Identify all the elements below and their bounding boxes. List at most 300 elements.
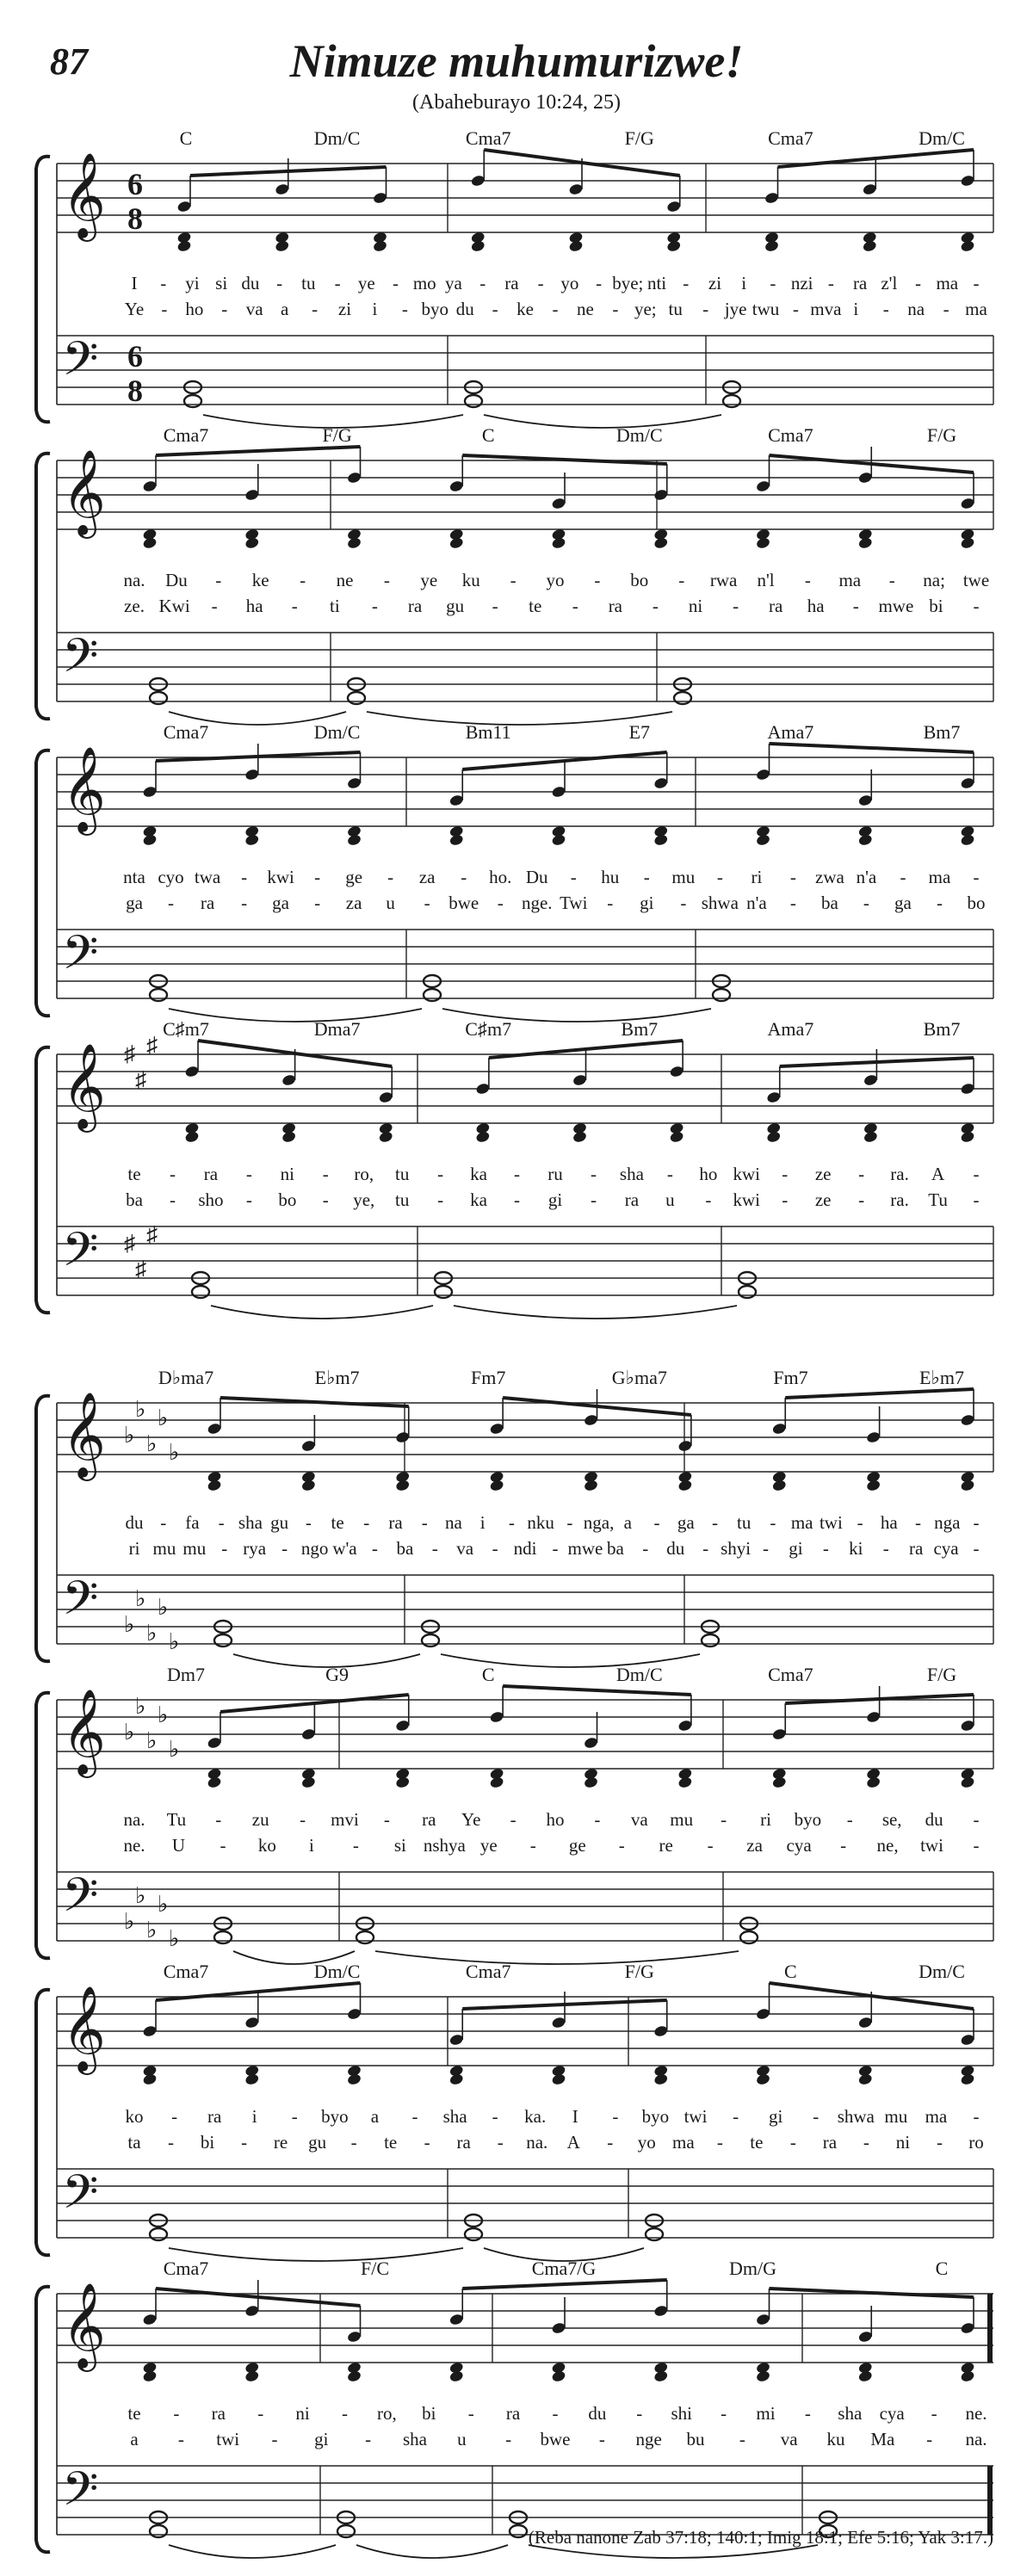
- chord-symbol: Cma7: [163, 2258, 209, 2279]
- lyric-syllable: ga: [894, 893, 912, 913]
- lyric-syllable: nga: [934, 1512, 961, 1533]
- lyric-syllable: -: [598, 2429, 605, 2449]
- bass-note: [337, 2525, 355, 2537]
- chord-symbol: Cma7: [163, 1961, 209, 1982]
- harmony-note: [373, 239, 388, 252]
- lyric-syllable: -: [707, 1835, 714, 1856]
- sharp-icon: ♯: [124, 1231, 135, 1256]
- flat-icon: ♭: [146, 1621, 158, 1646]
- lyric-syllable: ge: [568, 1835, 586, 1856]
- flat-icon: ♭: [169, 1629, 180, 1654]
- harmony-note: [142, 833, 158, 846]
- lyric-syllable: -: [570, 867, 577, 887]
- lyric-syllable: -: [652, 596, 659, 616]
- lyric-syllable: -: [705, 1189, 712, 1210]
- lyric-syllable: -: [782, 1189, 789, 1210]
- lyric-syllable: ha: [245, 596, 263, 616]
- lyric-syllable: -: [508, 1512, 515, 1533]
- lyric-syllable: -: [840, 1835, 847, 1856]
- lyric-syllable: -: [537, 273, 544, 293]
- lyric-syllable: -: [241, 867, 248, 887]
- lyric-syllable: -: [291, 2106, 298, 2127]
- chord-symbol: D♭ma7: [158, 1367, 214, 1388]
- lyric-syllable: bo: [278, 1189, 297, 1210]
- lyric-syllable: ye: [420, 570, 438, 590]
- lyric-syllable: sha: [238, 1512, 263, 1533]
- chord-symbol: Bm7: [621, 1018, 659, 1040]
- lyric-syllable: bu: [686, 2429, 705, 2449]
- bass-clef-icon: 𝄢: [62, 2464, 99, 2527]
- treble-clef-icon: 𝄞: [62, 2284, 106, 2367]
- lyric-syllable: -: [352, 1835, 359, 1856]
- harmony-note: [207, 1479, 222, 1492]
- tie: [484, 415, 721, 428]
- harmony-note: [960, 1130, 975, 1143]
- harmony-note: [142, 2073, 158, 2085]
- lyric-syllable: -: [271, 2429, 278, 2449]
- lyric-syllable: ra: [822, 2132, 838, 2153]
- chord-symbol: Cma7: [163, 721, 209, 743]
- harmony-note: [866, 1479, 881, 1492]
- lyric-syllable: ra: [456, 2132, 471, 2153]
- lyric-syllable: -: [492, 299, 498, 319]
- harmony-note: [470, 239, 486, 252]
- lyric-syllable: ma: [671, 2132, 695, 2153]
- bass-note: [465, 2228, 482, 2240]
- chord-symbol: C: [784, 1961, 797, 1982]
- lyric-syllable: -: [365, 2429, 372, 2449]
- harmony-note: [584, 1479, 599, 1492]
- harmony-note: [551, 833, 566, 846]
- lyric-syllable: -: [653, 1512, 660, 1533]
- lyric-syllable: w'a: [332, 1538, 357, 1559]
- lyric-syllable: ni: [895, 2132, 911, 2153]
- lyric-syllable: -: [387, 867, 394, 887]
- system-bracket: [36, 1990, 50, 2255]
- treble-clef-icon: 𝄞: [62, 748, 106, 831]
- lyric-syllable: ke: [251, 570, 269, 590]
- lyric-syllable: -: [169, 1164, 176, 1184]
- lyric-syllable: -: [552, 299, 559, 319]
- lyric-syllable: shyi: [721, 1538, 752, 1559]
- lyric-syllable: -: [763, 1538, 769, 1559]
- lyric-syllable: -: [322, 1164, 329, 1184]
- note-beam: [462, 455, 667, 464]
- lyric-syllable: rwa: [709, 570, 738, 590]
- lyric-syllable: -: [636, 2403, 643, 2424]
- lyric-syllable: a: [370, 2106, 380, 2127]
- lyric-syllable: -: [492, 2106, 498, 2127]
- bass-note: [702, 1634, 719, 1646]
- lyric-syllable: gi: [314, 2429, 329, 2449]
- lyric-syllable: nge: [635, 2429, 662, 2449]
- lyric-syllable: twu: [752, 299, 780, 319]
- bass-clef-icon: 𝄢: [62, 1573, 99, 1636]
- lyric-syllable: ha: [880, 1512, 898, 1533]
- lyric-syllable: ba: [606, 1538, 624, 1559]
- harmony-note: [857, 833, 873, 846]
- treble-clef-icon: 𝄞: [62, 1690, 106, 1773]
- lyric-syllable: -: [678, 570, 685, 590]
- lyric-syllable: yo: [637, 2132, 656, 2153]
- lyric-syllable: va: [780, 2429, 798, 2449]
- lyric-syllable: gu: [308, 2132, 327, 2153]
- bass-note: [150, 989, 167, 1001]
- lyric-syllable: bo: [630, 570, 649, 590]
- harmony-note: [756, 833, 771, 846]
- sharp-icon: ♯: [146, 1033, 158, 1058]
- lyric-syllable: ye;: [634, 299, 657, 319]
- lyric-syllable: -: [371, 1538, 378, 1559]
- lyric-syllable: mu: [152, 1538, 176, 1559]
- lyric-syllable: ma: [838, 570, 862, 590]
- lyric-syllable: -: [424, 893, 430, 913]
- harmony-note: [857, 2073, 873, 2085]
- lyric-syllable: du: [666, 1538, 685, 1559]
- lyric-syllable: twi: [684, 2106, 708, 2127]
- lyric-syllable: ni: [688, 596, 703, 616]
- chord-symbol: Dm/C: [313, 127, 361, 149]
- lyric-syllable: -: [594, 1809, 601, 1830]
- lyric-syllable: -: [211, 596, 218, 616]
- harmony-note: [347, 2073, 362, 2085]
- lyric-syllable: mo: [412, 273, 436, 293]
- harmony-note: [207, 1776, 222, 1788]
- lyric-syllable: -: [683, 273, 690, 293]
- lyric-syllable: ra: [504, 273, 519, 293]
- lyric-syllable: tu: [395, 1189, 410, 1210]
- lyric-syllable: -: [572, 596, 578, 616]
- flat-icon: ♭: [158, 1892, 169, 1917]
- lyric-syllable: -: [257, 2403, 264, 2424]
- lyric-syllable: ro: [968, 2132, 984, 2153]
- lyric-syllable: -: [221, 1538, 228, 1559]
- system-bracket: [36, 1693, 50, 1958]
- chord-symbol: Dm/G: [729, 2258, 776, 2279]
- lyric-syllable: -: [858, 1189, 865, 1210]
- harmony-note: [244, 2073, 260, 2085]
- lyric-syllable: te: [384, 2132, 398, 2153]
- lyric-syllable: -: [437, 1189, 444, 1210]
- time-signature-top: 6: [127, 339, 143, 374]
- lyric-syllable: ma: [790, 1512, 813, 1533]
- bass-clef-icon: 𝄢: [62, 928, 99, 991]
- flat-icon: ♭: [135, 1883, 146, 1908]
- bass-note: [150, 2228, 167, 2240]
- lyric-syllable: ge: [345, 867, 363, 887]
- lyric-syllable: na.: [526, 2132, 548, 2153]
- lyric-syllable: ti: [330, 596, 340, 616]
- chord-symbol: Dma7: [313, 1018, 361, 1040]
- lyric-syllable: ga: [126, 893, 143, 913]
- lyric-syllable: fa: [185, 1512, 200, 1533]
- lyric-syllable: a: [623, 1512, 632, 1533]
- lyric-syllable: nta: [123, 867, 145, 887]
- lyric-syllable: byo: [641, 2106, 670, 2127]
- lyric-syllable: twa: [194, 867, 221, 887]
- lyric-syllable: ra: [200, 893, 215, 913]
- lyric-syllable: byo: [794, 1809, 822, 1830]
- harmony-note: [771, 1479, 787, 1492]
- sharp-icon: ♯: [135, 1067, 146, 1092]
- lyric-syllable: ye: [479, 1835, 498, 1856]
- chord-symbol: Fm7: [471, 1367, 506, 1388]
- lyric-syllable: -: [882, 299, 889, 319]
- flat-icon: ♭: [158, 1595, 169, 1620]
- harmony-note: [960, 2369, 975, 2382]
- note-beam: [462, 2280, 667, 2289]
- lyric-syllable: ke: [516, 299, 534, 319]
- lyric-syllable: -: [915, 1512, 922, 1533]
- harmony-note: [653, 2073, 669, 2085]
- lyric-syllable: -: [291, 596, 298, 616]
- lyric-syllable: gi: [789, 1538, 803, 1559]
- harmony-note: [395, 1776, 411, 1788]
- flat-icon: ♭: [124, 1909, 135, 1934]
- chord-symbol: G9: [325, 1664, 349, 1685]
- chord-symbol: E♭m7: [314, 1367, 360, 1388]
- treble-clef-icon: 𝄞: [62, 1987, 106, 2070]
- scripture-reference: (Abaheburayo 10:24, 25): [412, 91, 621, 114]
- lyric-syllable: zwa: [815, 867, 844, 887]
- lyric-syllable: -: [168, 2132, 175, 2153]
- lyric-syllable: na: [445, 1512, 462, 1533]
- harmony-note: [176, 239, 192, 252]
- lyric-syllable: ri: [751, 867, 763, 887]
- bass-clef-icon: 𝄢: [62, 1870, 99, 1933]
- lyric-syllable: -: [314, 867, 321, 887]
- sharp-icon: ♯: [135, 1257, 146, 1282]
- lyric-syllable: ra: [203, 1164, 219, 1184]
- lyric-syllable: tu: [301, 273, 316, 293]
- lyric-syllable: i: [853, 299, 859, 319]
- tie: [367, 712, 672, 725]
- harmony-note: [857, 536, 873, 549]
- lyric-syllable: ye,: [353, 1189, 375, 1210]
- lyric-syllable: ro,: [377, 2403, 397, 2424]
- lyric-syllable: -: [973, 1835, 980, 1856]
- bass-note: [184, 395, 201, 407]
- lyric-syllable: ku: [461, 570, 480, 590]
- bass-note: [214, 1634, 232, 1646]
- lyric-syllable: -: [721, 1809, 727, 1830]
- lyric-syllable: -: [680, 893, 687, 913]
- lyric-syllable: cya: [879, 2403, 905, 2424]
- lyric-syllable: -: [702, 299, 709, 319]
- lyric-syllable: A: [566, 2132, 580, 2153]
- lyric-syllable: za: [418, 867, 436, 887]
- chord-symbol: Bm7: [923, 1018, 961, 1040]
- lyric-syllable: ndi: [513, 1538, 537, 1559]
- lyric-syllable: ka: [470, 1189, 488, 1210]
- sharp-icon: ♯: [124, 1041, 135, 1066]
- lyric-syllable: hu: [601, 867, 620, 887]
- lyric-syllable: mva: [810, 299, 842, 319]
- lyric-syllable: va: [245, 299, 263, 319]
- lyric-syllable: shwa: [837, 2106, 875, 2127]
- lyric-syllable: bi: [929, 596, 943, 616]
- chord-symbol: E7: [628, 721, 651, 743]
- lyric-syllable: U: [171, 1835, 186, 1856]
- harmony-note: [756, 2073, 771, 2085]
- lyric-syllable: kwi: [733, 1164, 761, 1184]
- lyric-syllable: ne: [577, 299, 594, 319]
- lyric-syllable: -: [566, 1512, 573, 1533]
- harmony-note: [669, 1130, 684, 1143]
- chord-symbol: C♯m7: [163, 1018, 209, 1040]
- harmony-note: [300, 1479, 316, 1492]
- lyric-syllable: ni: [280, 1164, 294, 1184]
- harmony-note: [448, 2073, 464, 2085]
- lyric-syllable: byo: [421, 299, 449, 319]
- lyric-syllable: ye: [357, 273, 375, 293]
- lyric-syllable: va: [630, 1809, 648, 1830]
- chord-symbol: C♯m7: [465, 1018, 512, 1040]
- lyric-syllable: -: [300, 1809, 306, 1830]
- lyric-syllable: A: [931, 1164, 945, 1184]
- lyric-syllable: Ma: [870, 2429, 895, 2449]
- lyric-syllable: twi: [819, 1512, 843, 1533]
- lyric-syllable: ka: [470, 1164, 488, 1184]
- lyric-syllable: te: [127, 1164, 141, 1184]
- lyric-syllable: -: [492, 1538, 498, 1559]
- lyric-syllable: rya: [243, 1538, 267, 1559]
- lyric-syllable: ri: [760, 1809, 771, 1830]
- lyric-syllable: du: [455, 299, 474, 319]
- lyric-syllable: sho: [198, 1189, 224, 1210]
- bass-note: [646, 2228, 663, 2240]
- lyric-syllable: -: [770, 1512, 776, 1533]
- lyric-syllable: tu: [395, 1164, 410, 1184]
- harmony-note: [184, 1130, 200, 1143]
- flat-icon: ♭: [135, 1694, 146, 1719]
- tie: [169, 2248, 463, 2261]
- chord-symbol: E♭m7: [919, 1367, 964, 1388]
- flat-icon: ♭: [158, 1702, 169, 1727]
- chord-symbol: C: [481, 1664, 495, 1685]
- lyric-syllable: -: [461, 867, 467, 887]
- footer-references: (Reba nanone Zab 37:18; 140:1; Imig 18:1; Efe 5:16; Yak 3:17.): [528, 2527, 993, 2548]
- lyric-syllable: -: [514, 1189, 521, 1210]
- lyric-syllable: re: [659, 1835, 673, 1856]
- harmony-note: [857, 2369, 873, 2382]
- lyric-syllable: -: [215, 1809, 222, 1830]
- chord-symbol: Cma7: [768, 424, 813, 446]
- lyric-syllable: cya: [786, 1835, 812, 1856]
- lyric-syllable: -: [770, 273, 776, 293]
- lyric-syllable: te: [529, 596, 542, 616]
- chord-symbol: Dm7: [167, 1664, 205, 1685]
- lyric-syllable: gu: [446, 596, 465, 616]
- lyric-syllable: -: [312, 299, 319, 319]
- lyric-syllable: ma: [925, 2106, 948, 2127]
- lyric-syllable: te: [750, 2132, 764, 2153]
- lyric-syllable: i: [251, 2106, 257, 2127]
- note-beam: [770, 2289, 974, 2297]
- lyric-syllable: -: [973, 1538, 980, 1559]
- lyric-syllable: mu: [884, 2106, 908, 2127]
- lyric-syllable: -: [218, 1512, 225, 1533]
- lyric-syllable: te: [127, 2403, 141, 2424]
- note-beam: [220, 1398, 409, 1406]
- lyric-syllable: -: [711, 1512, 718, 1533]
- harmony-note: [653, 2369, 669, 2382]
- lyric-syllable: -: [514, 1164, 521, 1184]
- lyric-syllable: -: [245, 1189, 252, 1210]
- lyric-syllable: Twi: [560, 893, 588, 913]
- lyric-syllable: shwa: [701, 893, 739, 913]
- chord-symbol: F/G: [926, 424, 957, 446]
- chord-symbol: F/G: [624, 1961, 654, 1982]
- lyric-syllable: ze: [814, 1189, 832, 1210]
- treble-clef-icon: 𝄞: [62, 451, 106, 534]
- lyric-syllable: ni: [295, 2403, 310, 2424]
- lyric-syllable: -: [612, 2106, 619, 2127]
- lyric-syllable: ga: [677, 1512, 695, 1533]
- flat-icon: ♭: [124, 1612, 135, 1637]
- lyric-syllable: -: [973, 1164, 980, 1184]
- lyric-syllable: ra: [624, 1189, 640, 1210]
- bass-note: [214, 1931, 232, 1943]
- lyric-syllable: ta: [127, 2132, 141, 2153]
- lyric-syllable: n'a: [856, 867, 877, 887]
- chord-symbol: Bm11: [465, 721, 511, 743]
- harmony-note: [677, 1479, 693, 1492]
- chord-symbol: Dm/C: [313, 1961, 361, 1982]
- lyric-syllable: -: [721, 2403, 727, 2424]
- lyric-syllable: -: [510, 570, 516, 590]
- lyric-syllable: -: [424, 2132, 430, 2153]
- chord-symbol: Fm7: [773, 1367, 808, 1388]
- time-signature-bottom: 8: [127, 201, 143, 236]
- lyric-syllable: -: [733, 2106, 739, 2127]
- lyric-syllable: Du: [525, 867, 548, 887]
- chord-symbol: Dm/C: [615, 1664, 663, 1685]
- harmony-note: [551, 536, 566, 549]
- lyric-syllable: -: [618, 1835, 625, 1856]
- harmony-note: [756, 2369, 771, 2382]
- lyric-syllable: cyo: [158, 867, 184, 887]
- lyric-syllable: zi: [337, 299, 352, 319]
- bass-clef-icon: 𝄢: [62, 334, 99, 397]
- lyric-syllable: du: [241, 273, 260, 293]
- lyric-syllable: -: [281, 1538, 288, 1559]
- harmony-note: [960, 239, 975, 252]
- lyric-syllable: -: [220, 1835, 226, 1856]
- lyric-syllable: -: [160, 273, 167, 293]
- lyric-syllable: bye;: [612, 273, 644, 293]
- lyric-syllable: ra: [608, 596, 623, 616]
- harmony-note: [584, 1776, 599, 1788]
- lyric-syllable: -: [322, 1189, 329, 1210]
- lyric-syllable: si: [215, 273, 228, 293]
- harmony-note: [653, 536, 669, 549]
- chord-symbol: Dm/C: [919, 1961, 965, 1982]
- lyric-syllable: ha: [807, 596, 825, 616]
- lyric-syllable: za: [746, 1835, 763, 1856]
- lyric-syllable: -: [552, 1538, 559, 1559]
- lyric-syllable: -: [863, 893, 869, 913]
- lyric-syllable: -: [510, 1809, 516, 1830]
- lyric-syllable: nti: [646, 273, 667, 293]
- harmony-note: [244, 833, 260, 846]
- lyric-syllable: tu: [668, 299, 683, 319]
- lyric-syllable: -: [437, 1164, 444, 1184]
- chord-symbol: G♭ma7: [611, 1367, 667, 1388]
- lyric-syllable: -: [411, 2106, 418, 2127]
- harmony-note: [448, 2369, 464, 2382]
- lyric-syllable: ngo: [300, 1538, 329, 1559]
